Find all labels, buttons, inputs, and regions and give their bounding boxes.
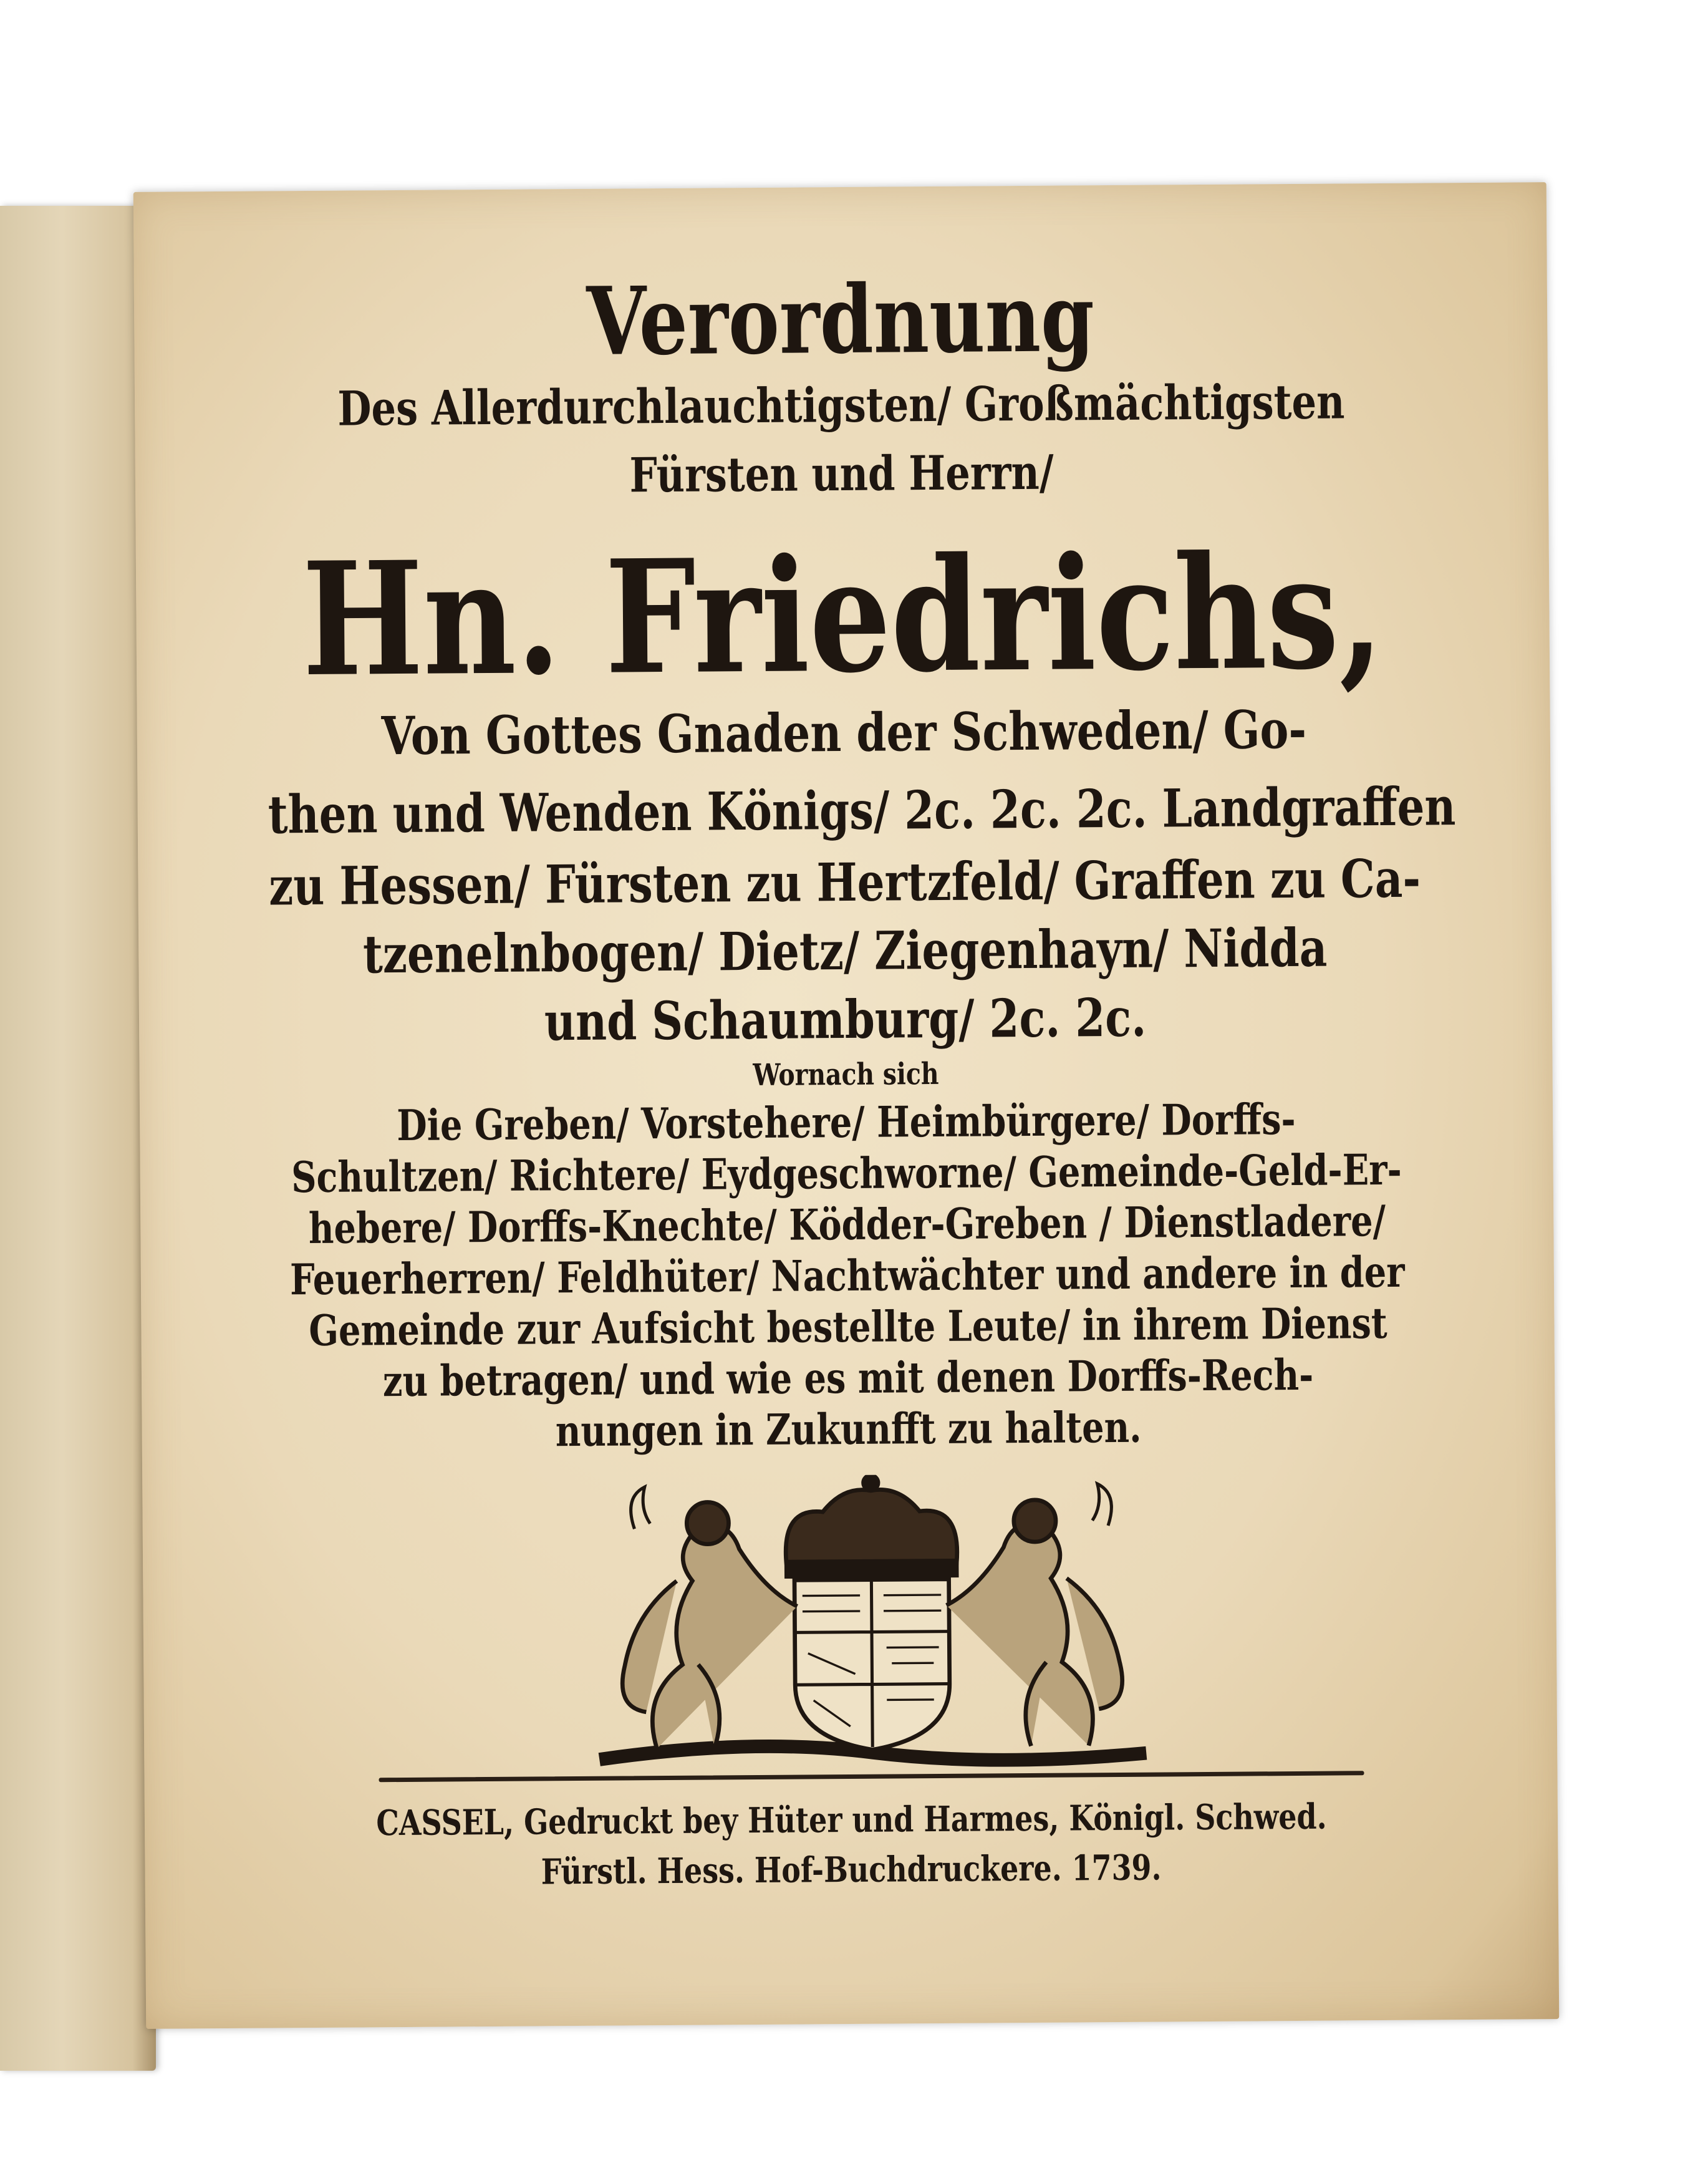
ruler-name-text: Hn. Friedrichs, <box>301 520 1384 712</box>
subtitle-line <box>135 441 1549 506</box>
content-line <box>142 1348 1555 1408</box>
content-text: nungen in Zukunfft zu halten. <box>555 1402 1142 1457</box>
titles-line <box>138 846 1551 918</box>
imprint-text: CASSEL, Gedruckt bey Hüter und Harmes, Königl. Schwed. <box>375 1796 1327 1844</box>
subtitle-text: Fürsten und Herrn/ <box>629 444 1054 503</box>
content-text: Gemeinde zur Aufsicht bestellte Leute/ in ihrem Dienst <box>308 1298 1387 1357</box>
imprint-text: Fürstl. Hess. Hof-Buchdruckere. 1739. <box>541 1847 1162 1893</box>
content-line <box>142 1400 1555 1459</box>
subtitle-text: Des Allerdurchlauchtigsten/ Großmächtigsten <box>337 374 1345 437</box>
content-text: hebere/ Dorffs-Knechte/ Ködder-Greben / Dienstladere/ <box>308 1196 1386 1254</box>
imprint-line <box>145 1844 1558 1895</box>
ruler-name <box>136 519 1550 712</box>
content-text: Die Greben/ Vorstehere/ Heimbürgere/ Dorffs- <box>397 1094 1296 1151</box>
title <box>134 260 1548 380</box>
wornach-text: Wornach sich <box>753 1056 939 1093</box>
wornach-line <box>139 1052 1552 1097</box>
subtitle-line <box>135 372 1548 438</box>
content-line <box>141 1297 1555 1357</box>
content-line <box>141 1246 1555 1306</box>
content-line <box>140 1093 1553 1153</box>
content-line <box>140 1195 1554 1255</box>
left-page <box>0 206 156 2071</box>
content-text: zu betragen/ und wie es mit denen Dorffs-Rech- <box>382 1350 1314 1407</box>
titles-text: tzenelnbogen/ Dietz/ Ziegenhayn/ Nidda <box>362 916 1328 985</box>
content-text: Feuerherren/ Feldhüter/ Nachtwächter und andere in der <box>289 1247 1405 1305</box>
title-page <box>133 182 1560 2029</box>
imprint-rule <box>379 1771 1364 1782</box>
content-text: Schultzen/ Richtere/ Eydgeschworne/ Gemeinde-Geld-Er- <box>291 1145 1402 1203</box>
titles-text: Von Gottes Gnaden der Schweden/ Go- <box>380 698 1306 767</box>
titles-line <box>137 697 1551 768</box>
coat-of-arms-woodcut <box>539 1473 1205 1770</box>
titles-text: then und Wenden Königs/ 2c. 2c. 2c. Landgraffen <box>268 775 1456 846</box>
imprint-line <box>145 1794 1558 1846</box>
content-line <box>140 1144 1554 1204</box>
title-text: Verordnung <box>586 263 1095 377</box>
titles-line <box>138 915 1552 987</box>
titles-text: und Schaumburg/ 2c. 2c. <box>544 986 1147 1053</box>
titles-text: zu Hessen/ Fürsten zu Hertzfeld/ Graffen zu Ca- <box>268 847 1421 917</box>
titles-line <box>139 984 1553 1055</box>
titles-line <box>137 775 1551 846</box>
